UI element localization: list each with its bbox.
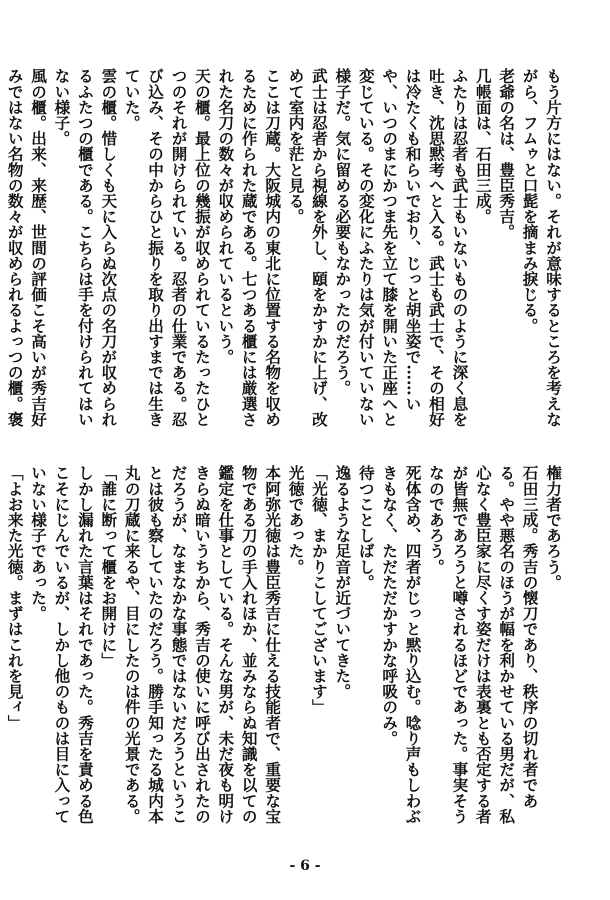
paragraph: 待つことしばし。: [356, 465, 376, 590]
paragraph: [0, 465, 3, 837]
paragraph: 権力者であろう。: [544, 465, 563, 590]
paragraph: 雲の櫃。惜しくも天に入らぬ次点の名刀が収められるふたつの櫃である。こちらは手を付けられてはいない様子。: [52, 68, 119, 427]
dialogue-line: 「よお来た光徳。まずはこれを見ィ」: [5, 465, 25, 731]
lower-text-block: [5, 465, 565, 837]
paragraph: 武士は忍者から視線を外し、頤をかすかに上げ、改めて室内を茫と見る。: [286, 68, 329, 427]
paragraph: もう片方にはない。それが意味するところを考えながら、フムゥと口髭を摘まみ捩じる。: [520, 68, 563, 427]
paragraph: 天の櫃。最上位の幾振が収められているたったひとつのそれが開けられている。忍者の仕業である。忍び込み、その中からひと振りを取り出すまでは生きていた。: [122, 68, 212, 427]
upper-text-block: [5, 68, 565, 440]
paragraph: 石田三成。秀吉の懐刀であり、秩序の切れ者である。やや悪名のほうが幅を利かせている男だが、私心なく豊臣家に尽くす姿だけは表裏とも否定する者が皆無であろうと噂されるほどであった。事実そうなのであろう。: [426, 465, 540, 824]
dialogue-line: 「誰に断って櫃をお開けに」: [99, 465, 119, 668]
paragraph: 本阿弥光徳は豊臣秀吉に仕える技能者で、重要な宝物である刀の手入れほか、並みならぬ知識を以ての鑑定を仕事としている。そんな男が、未だ夜も明けきらぬ暗いうちから、秀吉の使いに呼び出されたのだろうが、なまなかな事態ではないだろうということは彼も察していたのだろう。勝手知ったる城内本丸の刀蔵に来るや、目にしたのは件の光景である。: [122, 465, 283, 824]
paragraph: しかし漏れた言葉はそれであった。秀吉を責める色こそにじんでいるが、しかし他のものは目に入っていない様子であった。: [29, 465, 95, 824]
page-number: - 6 -: [289, 858, 321, 874]
paragraph: ここは刀蔵。大阪城内の東北に位置する名物を収めるために作られた蔵である。七つある櫃には厳選された名刀の数々が収められているという。: [216, 68, 283, 427]
paragraph: 風の櫃。出来、来歴、世間の評価こそ高いが秀吉好みではない名物の数々が収められるよっつの櫃。褒: [5, 68, 49, 427]
paragraph: ふたりは忍者も武士もいないもののように深く息を吐き、沈思黙考へと入る。武士も武士で、その相好は冷たくも和らいでおり、じっと胡坐姿で……いや、いつのまにかつま先を立て膝を開いた正座へと変じている。その変化にふたりは気が付いていない様子だ。気に留める必要もなかったのだろう。: [333, 68, 470, 427]
paragraph: 老爺の名は、豊臣秀吉。: [497, 68, 517, 240]
paragraph: 光徳であった。: [286, 465, 306, 575]
dialogue-line: 「光徳、まかりこしてございます」: [309, 465, 329, 715]
paragraph: 死体含め、四者がじっと黙り込む。唸り声もしわぶきもなく、ただただかすかな呼吸のみ。: [380, 465, 423, 824]
paragraph: 逸るような足音が近づいてきた。: [333, 465, 353, 699]
paragraph: 几帳面は、石田三成。: [473, 68, 493, 224]
